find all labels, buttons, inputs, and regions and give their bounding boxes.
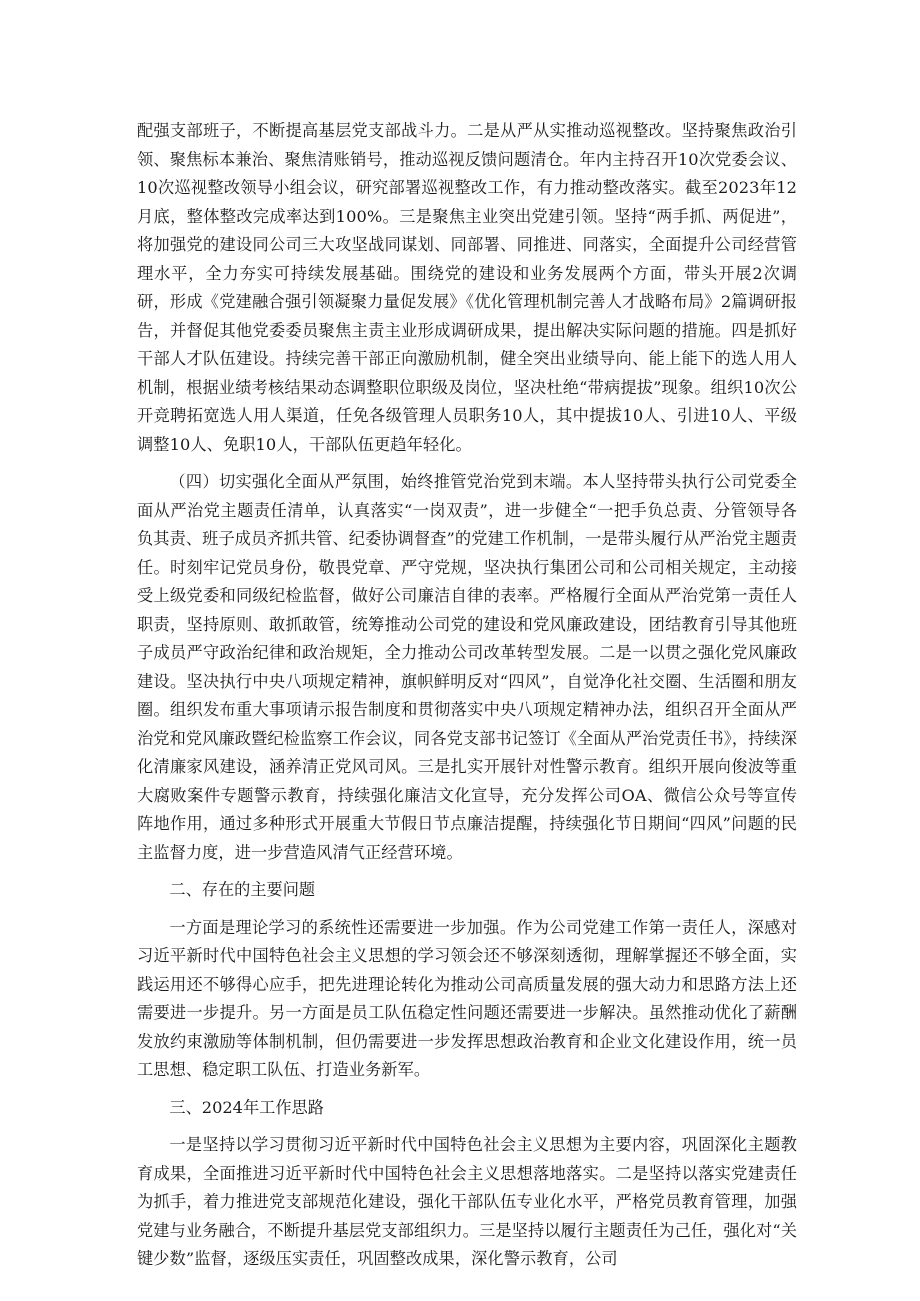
paragraph-problems: 一方面是理论学习的系统性还需要进一步加强。作为公司党建工作第一责任人，深感对习近平新时代中国特色社会主义思想的学习领会还不够深刻透彻，理解掌握还不够全面，实践运用还不够得心应手，把先进理论转化为推动公司高质量发展的强大动力和思路方法上还需要进一步提升。另一方面是员工队伍稳定性问题还需要进一步解决。虽然推动优化了薪酬发放约束激励等体制机制，但仍需要进一步发挥思想政治教育和企业文化建设作用，统一员工思想、稳定职工队伍、打造业务新军。 xyxy=(137,917,797,1079)
document-page xyxy=(137,117,797,1274)
paragraph-section-4: （四）切实强化全面从严氛围，始终推管党治党到末端。本人坚持带头执行公司党委全面从严治党主题责任清单，认真落实“一岗双责”，进一步健全“一把手负总责、分管领导各负其责、班子成员齐抓共管、纪委协调督查”的党建工作机制，一是带头履行从严治党主题责任。时刻牢记党员身份，敬畏党章、严守党规，坚决执行集团公司和公司相关规定，主动接受上级党委和同级纪检监督，做好公司廉洁自律的表率。严格履行全面从严治党第一责任人职责，坚持原则、敢抓敢管，统筹推动公司党的建设和党风廉政建设，团结教育引导其他班子成员严守政治纪律和政治规矩，全力推动公司改革转型发展。二是一以贯之强化党风廉政建设。坚决执行中央八项规定精神，旗帜鲜明反对“四风”，自觉净化社交圈、生活圈和朋友圈。组织发布重大事项请示报告制度和贯彻落实中央八项规定精神办法，组织召开全面从严治党和党风廉政暨纪检监察工作会议，同各党支部书记签订《全面从严治党责任书》，持续深化清廉家风建设，涵养清正党风司风。三是扎实开展针对性警示教育。组织开展向俊波等重大腐败案件专题警示教育，持续强化廉洁文化宣导，充分发挥公司OA、微信公众号等宣传阵地作用，通过多种形式开展重大节假日节点廉洁提醒，持续强化节日期间“四风”问题的民主监督力度，进一步营造风清气正经营环境。 xyxy=(137,472,797,862)
paragraph-continued: 配强支部班子，不断提高基层党支部战斗力。二是从严从实推动巡视整改。坚持聚焦政治引领、聚焦标本兼治、聚焦清账销号，推动巡视反馈问题清仓。年内主持召开10次党委会议、10次巡视整改领导小组会议，研究部署巡视整改工作，有力推动整改落实。截至2023年12月底，整体整改完成率达到100%。三是聚焦主业突出党建引领。坚持“两手抓、两促进”，将加强党的建设同公司三大攻坚战同谋划、同部署、同推进、同落实，全面提升公司经营管理水平，全力夯实可持续发展基础。围绕党的建设和业务发展两个方面，带头开展2次调研，形成《党建融合强引领凝聚力量促发展》《优化管理机制完善人才战略布局》2篇调研报告，并督促其他党委委员聚焦主责主业形成调研成果，提出解决实际问题的措施。四是抓好干部人才队伍建设。持续完善干部正向激励机制，健全突出业绩导向、能上能下的选人用人机制，根据业绩考核结果动态调整职位职级及岗位，坚决杜绝“带病提拔”现象。组织10次公开竞聘拓宽选人用人渠道，任免各级管理人员职务10人，其中提拔10人、引进10人、平级调整10人、免职10人，干部队伍更趋年轻化。 xyxy=(137,121,797,454)
section-heading-plan: 三、2024年工作思路 xyxy=(169,1097,324,1117)
section-heading-problems: 二、存在的主要问题 xyxy=(169,880,316,899)
paragraph-plan: 一是坚持以学习贯彻习近平新时代中国特色社会主义思想为主要内容，巩固深化主题教育成果，全面推进习近平新时代中国特色社会主义思想落地落实。二是坚持以落实党建责任为抓手，着力推进党支部规范化建设，强化干部队伍专业化水平，严格党员教育管理，加强党建与业务融合，不断提升基层党支部组织力。三是坚持以履行主题责任为己任，强化对“关键少数”监督，逐级压实责任，巩固整改成果，深化警示教育，公司 xyxy=(137,1135,797,1268)
